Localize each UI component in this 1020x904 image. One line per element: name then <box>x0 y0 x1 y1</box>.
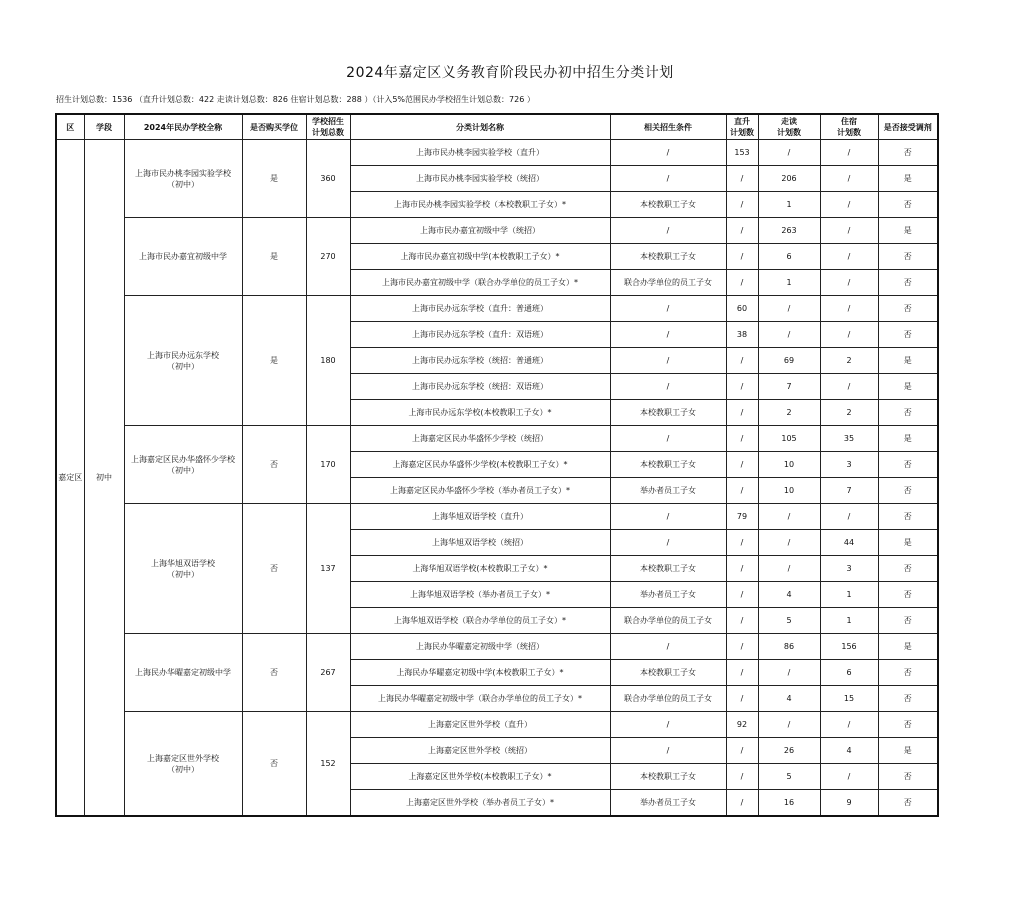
day-count-cell: 4 <box>758 582 820 608</box>
adjust-cell: 否 <box>878 296 938 322</box>
plan-summary: 招生计划总数：1536 （直升计划总数：422 走读计划总数：826 住宿计划总数：288 ）（计入5%范围民办学校招生计划总数：726 ） <box>56 95 535 104</box>
board-count-cell: 6 <box>820 660 878 686</box>
condition-cell: / <box>610 712 726 738</box>
adjust-cell: 否 <box>878 582 938 608</box>
promote-count-cell: 60 <box>726 296 758 322</box>
day-count-cell: 26 <box>758 738 820 764</box>
adjust-cell: 否 <box>878 244 938 270</box>
day-count-cell: / <box>758 504 820 530</box>
board-count-cell: / <box>820 504 878 530</box>
category-cell: 上海嘉定区世外学校（举办者员工子女）* <box>350 790 610 817</box>
board-count-cell: / <box>820 296 878 322</box>
board-count-cell: 44 <box>820 530 878 556</box>
condition-cell: / <box>610 218 726 244</box>
board-count-cell: 3 <box>820 452 878 478</box>
condition-cell: / <box>610 504 726 530</box>
day-count-cell: / <box>758 140 820 166</box>
condition-cell: / <box>610 166 726 192</box>
housing-cell: 否 <box>242 426 306 504</box>
day-count-cell: 16 <box>758 790 820 817</box>
day-count-cell: 263 <box>758 218 820 244</box>
total-plan-cell: 267 <box>306 634 350 712</box>
category-cell: 上海嘉定区世外学校(本校教职工子女）* <box>350 764 610 790</box>
board-count-cell: 9 <box>820 790 878 817</box>
condition-cell: 举办者员工子女 <box>610 478 726 504</box>
category-cell: 上海华旭双语学校（联合办学单位的员工子女）* <box>350 608 610 634</box>
promote-count-cell: / <box>726 348 758 374</box>
day-count-cell: 10 <box>758 452 820 478</box>
promote-count-cell: / <box>726 764 758 790</box>
adjust-cell: 是 <box>878 218 938 244</box>
condition-cell: 举办者员工子女 <box>610 582 726 608</box>
header-adjust: 是否接受调剂 <box>878 114 938 140</box>
adjust-cell: 否 <box>878 322 938 348</box>
adjust-cell: 否 <box>878 192 938 218</box>
condition-cell: / <box>610 348 726 374</box>
total-plan-cell: 152 <box>306 712 350 817</box>
day-count-cell: / <box>758 660 820 686</box>
housing-cell: 否 <box>242 634 306 712</box>
category-cell: 上海华旭双语学校（统招） <box>350 530 610 556</box>
board-count-cell: 2 <box>820 400 878 426</box>
header-total: 学校招生 计划总数 <box>306 114 350 140</box>
housing-cell: 是 <box>242 140 306 218</box>
adjust-cell: 否 <box>878 686 938 712</box>
day-count-cell: / <box>758 556 820 582</box>
table-row <box>56 140 938 166</box>
day-count-cell: 5 <box>758 764 820 790</box>
category-cell: 上海嘉定区民办华盛怀少学校（举办者员工子女）* <box>350 478 610 504</box>
condition-cell: / <box>610 140 726 166</box>
promote-count-cell: / <box>726 218 758 244</box>
board-count-cell: / <box>820 322 878 348</box>
board-count-cell: 156 <box>820 634 878 660</box>
adjust-cell: 否 <box>878 504 938 530</box>
board-count-cell: / <box>820 140 878 166</box>
board-count-cell: 2 <box>820 348 878 374</box>
category-cell: 上海市民办远东学校(本校教职工子女）* <box>350 400 610 426</box>
day-count-cell: 7 <box>758 374 820 400</box>
condition-cell: / <box>610 634 726 660</box>
day-count-cell: 69 <box>758 348 820 374</box>
board-count-cell: 15 <box>820 686 878 712</box>
category-cell: 上海华旭双语学校（举办者员工子女）* <box>350 582 610 608</box>
condition-cell: / <box>610 322 726 348</box>
category-cell: 上海市民办远东学校（直升：双语班） <box>350 322 610 348</box>
day-count-cell: 10 <box>758 478 820 504</box>
condition-cell: 本校教职工子女 <box>610 400 726 426</box>
promote-count-cell: 153 <box>726 140 758 166</box>
adjust-cell: 是 <box>878 348 938 374</box>
day-count-cell: / <box>758 530 820 556</box>
table-row <box>56 296 938 322</box>
adjust-cell: 否 <box>878 400 938 426</box>
condition-cell: 本校教职工子女 <box>610 192 726 218</box>
condition-cell: 本校教职工子女 <box>610 244 726 270</box>
table-row <box>56 504 938 530</box>
promote-count-cell: / <box>726 478 758 504</box>
board-count-cell: 1 <box>820 582 878 608</box>
adjust-cell: 是 <box>878 426 938 452</box>
promote-count-cell: / <box>726 374 758 400</box>
table-row <box>56 634 938 660</box>
category-cell: 上海市民办远东学校（直升：普通班） <box>350 296 610 322</box>
day-count-cell: 86 <box>758 634 820 660</box>
total-plan-cell: 270 <box>306 218 350 296</box>
category-cell: 上海民办华曜嘉定初级中学（统招） <box>350 634 610 660</box>
adjust-cell: 否 <box>878 556 938 582</box>
adjust-cell: 是 <box>878 374 938 400</box>
table-row <box>56 712 938 738</box>
header-school-name: 2024年民办学校全称 <box>124 114 242 140</box>
day-count-cell: 5 <box>758 608 820 634</box>
school-name-cell: 上海市民办远东学校 （初中） <box>124 296 242 426</box>
promote-count-cell: 38 <box>726 322 758 348</box>
condition-cell: 本校教职工子女 <box>610 764 726 790</box>
promote-count-cell: / <box>726 426 758 452</box>
housing-cell: 是 <box>242 296 306 426</box>
adjust-cell: 是 <box>878 530 938 556</box>
category-cell: 上海市民办桃李园实验学校（本校教职工子女）* <box>350 192 610 218</box>
board-count-cell: 3 <box>820 556 878 582</box>
condition-cell: 举办者员工子女 <box>610 790 726 817</box>
header-condition: 相关招生条件 <box>610 114 726 140</box>
table-row <box>56 426 938 452</box>
header-promote: 直升 计划数 <box>726 114 758 140</box>
promote-count-cell: / <box>726 738 758 764</box>
condition-cell: 联合办学单位的员工子女 <box>610 686 726 712</box>
condition-cell: / <box>610 374 726 400</box>
category-cell: 上海嘉定区民办华盛怀少学校（统招） <box>350 426 610 452</box>
category-cell: 上海嘉定区世外学校（统招） <box>350 738 610 764</box>
board-count-cell: / <box>820 270 878 296</box>
promote-count-cell: / <box>726 192 758 218</box>
promote-count-cell: / <box>726 244 758 270</box>
category-cell: 上海嘉定区世外学校（直升） <box>350 712 610 738</box>
housing-cell: 否 <box>242 712 306 817</box>
day-count-cell: 1 <box>758 270 820 296</box>
condition-cell: 本校教职工子女 <box>610 556 726 582</box>
total-plan-cell: 360 <box>306 140 350 218</box>
school-name-cell: 上海民办华曜嘉定初级中学 <box>124 634 242 712</box>
adjust-cell: 是 <box>878 166 938 192</box>
school-name-cell: 上海嘉定区民办华盛怀少学校 （初中） <box>124 426 242 504</box>
housing-cell: 否 <box>242 504 306 634</box>
document-title: 2024年嘉定区义务教育阶段民办初中招生分类计划 <box>346 65 674 81</box>
board-count-cell: 35 <box>820 426 878 452</box>
header-category: 分类计划名称 <box>350 114 610 140</box>
header-housing: 是否购买学位 <box>242 114 306 140</box>
category-cell: 上海市民办桃李园实验学校（直升） <box>350 140 610 166</box>
header-row <box>56 114 938 140</box>
adjust-cell: 否 <box>878 270 938 296</box>
condition-cell: / <box>610 530 726 556</box>
condition-cell: / <box>610 738 726 764</box>
school-name-cell: 上海市民办嘉宜初级中学 <box>124 218 242 296</box>
promote-count-cell: / <box>726 660 758 686</box>
condition-cell: 联合办学单位的员工子女 <box>610 608 726 634</box>
category-cell: 上海民办华曜嘉定初级中学(本校教职工子女）* <box>350 660 610 686</box>
category-cell: 上海民办华曜嘉定初级中学（联合办学单位的员工子女）* <box>350 686 610 712</box>
day-count-cell: / <box>758 296 820 322</box>
category-cell: 上海华旭双语学校（直升） <box>350 504 610 530</box>
total-plan-cell: 180 <box>306 296 350 426</box>
adjust-cell: 否 <box>878 452 938 478</box>
school-name-cell: 上海华旭双语学校 （初中） <box>124 504 242 634</box>
enrollment-plan-table <box>55 113 939 817</box>
adjust-cell: 是 <box>878 738 938 764</box>
school-name-cell: 上海嘉定区世外学校 （初中） <box>124 712 242 817</box>
promote-count-cell: / <box>726 582 758 608</box>
promote-count-cell: / <box>726 556 758 582</box>
adjust-cell: 否 <box>878 140 938 166</box>
day-count-cell: 1 <box>758 192 820 218</box>
promote-count-cell: / <box>726 400 758 426</box>
total-plan-cell: 170 <box>306 426 350 504</box>
board-count-cell: / <box>820 244 878 270</box>
category-cell: 上海嘉定区民办华盛怀少学校(本校教职工子女）* <box>350 452 610 478</box>
board-count-cell: / <box>820 166 878 192</box>
promote-count-cell: / <box>726 530 758 556</box>
header-stage: 学段 <box>84 114 124 140</box>
day-count-cell: / <box>758 712 820 738</box>
category-cell: 上海市民办远东学校（统招：双语班） <box>350 374 610 400</box>
board-count-cell: 7 <box>820 478 878 504</box>
condition-cell: 联合办学单位的员工子女 <box>610 270 726 296</box>
day-count-cell: 6 <box>758 244 820 270</box>
table-row <box>56 218 938 244</box>
day-count-cell: / <box>758 322 820 348</box>
adjust-cell: 否 <box>878 478 938 504</box>
category-cell: 上海市民办嘉宜初级中学（统招） <box>350 218 610 244</box>
header-board: 住宿 计划数 <box>820 114 878 140</box>
promote-count-cell: / <box>726 452 758 478</box>
board-count-cell: 4 <box>820 738 878 764</box>
adjust-cell: 否 <box>878 712 938 738</box>
condition-cell: / <box>610 296 726 322</box>
adjust-cell: 否 <box>878 790 938 817</box>
condition-cell: 本校教职工子女 <box>610 660 726 686</box>
promote-count-cell: 79 <box>726 504 758 530</box>
table-body <box>56 140 938 817</box>
housing-cell: 是 <box>242 218 306 296</box>
board-count-cell: / <box>820 712 878 738</box>
adjust-cell: 否 <box>878 660 938 686</box>
district-cell: 嘉定区 <box>56 140 84 817</box>
promote-count-cell: / <box>726 270 758 296</box>
day-count-cell: 2 <box>758 400 820 426</box>
promote-count-cell: / <box>726 634 758 660</box>
category-cell: 上海市民办桃李园实验学校（统招） <box>350 166 610 192</box>
day-count-cell: 4 <box>758 686 820 712</box>
promote-count-cell: 92 <box>726 712 758 738</box>
promote-count-cell: / <box>726 608 758 634</box>
day-count-cell: 206 <box>758 166 820 192</box>
total-plan-cell: 137 <box>306 504 350 634</box>
promote-count-cell: / <box>726 166 758 192</box>
header-day: 走读 计划数 <box>758 114 820 140</box>
condition-cell: 本校教职工子女 <box>610 452 726 478</box>
category-cell: 上海华旭双语学校(本校教职工子女）* <box>350 556 610 582</box>
adjust-cell: 否 <box>878 764 938 790</box>
school-name-cell: 上海市民办桃李园实验学校 （初中） <box>124 140 242 218</box>
adjust-cell: 否 <box>878 608 938 634</box>
category-cell: 上海市民办远东学校（统招：普通班） <box>350 348 610 374</box>
adjust-cell: 是 <box>878 634 938 660</box>
promote-count-cell: / <box>726 686 758 712</box>
category-cell: 上海市民办嘉宜初级中学(本校教职工子女）* <box>350 244 610 270</box>
board-count-cell: / <box>820 218 878 244</box>
board-count-cell: / <box>820 374 878 400</box>
board-count-cell: / <box>820 764 878 790</box>
category-cell: 上海市民办嘉宜初级中学（联合办学单位的员工子女）* <box>350 270 610 296</box>
day-count-cell: 105 <box>758 426 820 452</box>
board-count-cell: 1 <box>820 608 878 634</box>
stage-cell: 初中 <box>84 140 124 817</box>
board-count-cell: / <box>820 192 878 218</box>
header-district: 区 <box>56 114 84 140</box>
condition-cell: / <box>610 426 726 452</box>
promote-count-cell: / <box>726 790 758 817</box>
